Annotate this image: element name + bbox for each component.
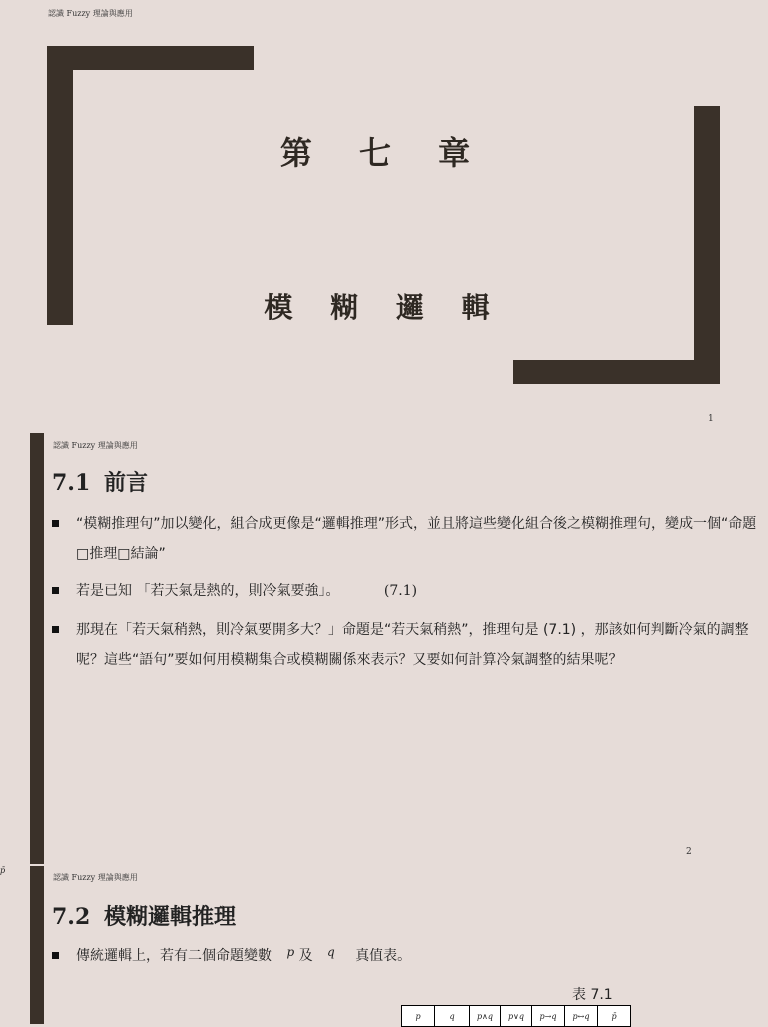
- bullet-square-icon: [52, 520, 59, 527]
- section-heading: [52, 900, 236, 931]
- section-number: 7.2: [52, 904, 91, 930]
- running-header: 認識 Fuzzy 理論與應用: [53, 873, 138, 882]
- running-header: 認識 Fuzzy 理論與應用: [48, 9, 133, 18]
- table-header-cell: p̄: [598, 1006, 631, 1027]
- section-title: 前言: [103, 471, 148, 496]
- bullet-text: [76, 941, 757, 971]
- corner-frame-top-left-horizontal: [47, 46, 254, 70]
- chapter-title: 模 糊 邏 輯: [264, 291, 504, 324]
- bullet-item: [52, 615, 757, 675]
- corner-frame-top-left-vertical: [47, 46, 73, 325]
- bullet-square-icon: [52, 587, 59, 594]
- slide-left-bar: [30, 866, 44, 1024]
- bullet-square-icon: [52, 952, 59, 959]
- table-header-cell: p∨q: [501, 1006, 532, 1027]
- table-header-cell: p→q: [532, 1006, 565, 1027]
- running-header: 認識 Fuzzy 理論與應用: [53, 441, 138, 450]
- bullet-text: 那現在「若天氣稍熱，則冷氣要開多大？」命題是“若天氣稍熱”，推理句是 (7.1) ，那該如何判斷冷氣的調整呢？這些“語句”要如何用模糊集合或模糊關係來表示？又要如何計算冷氣調整的結果呢？: [76, 622, 749, 668]
- chapter-heading: 第 七 章: [279, 134, 489, 172]
- bullet-item: [52, 941, 757, 971]
- page-number: 1: [708, 414, 714, 424]
- slide-left-bar: [30, 433, 44, 864]
- corner-frame-bottom-right-horizontal: [513, 360, 720, 384]
- section-heading: [52, 466, 148, 497]
- bullet-text: “模糊推理句”加以變化，組合成更像是“邏輯推理”形式，並且將這些變化組合後之模糊推理句，變成一個“命題□推理□結論”: [76, 516, 757, 562]
- bullet-text: [76, 576, 757, 606]
- table-header-cell: p∧q: [470, 1006, 501, 1027]
- bullet-text-tail: 真值表。: [355, 948, 412, 964]
- table-header-cell: p: [402, 1006, 435, 1027]
- page-number: 2: [686, 847, 692, 857]
- bullet-text-body: 傳統邏輯上，若有二個命題變數: [76, 948, 272, 964]
- bullet-text-body: 若是已知 「若天氣是熱的，則冷氣要強」。: [76, 583, 340, 599]
- table-header-cell: q: [435, 1006, 470, 1027]
- bullet-square-icon: [52, 626, 59, 633]
- section-title: 模糊邏輯推理: [103, 905, 236, 930]
- variable-q: q: [327, 945, 335, 959]
- equation-ref: (7.1): [383, 583, 418, 599]
- table-caption: 表 7.1: [572, 987, 613, 1003]
- margin-symbol: p̄: [0, 866, 6, 875]
- conjunction: 及: [298, 948, 313, 964]
- bullet-item: [52, 576, 757, 606]
- bullet-item: [52, 509, 757, 569]
- table-header-cell: p↔q: [565, 1006, 598, 1027]
- section-number: 7.1: [52, 470, 91, 496]
- variable-p: p: [286, 945, 295, 959]
- table-header-row: [402, 1006, 631, 1027]
